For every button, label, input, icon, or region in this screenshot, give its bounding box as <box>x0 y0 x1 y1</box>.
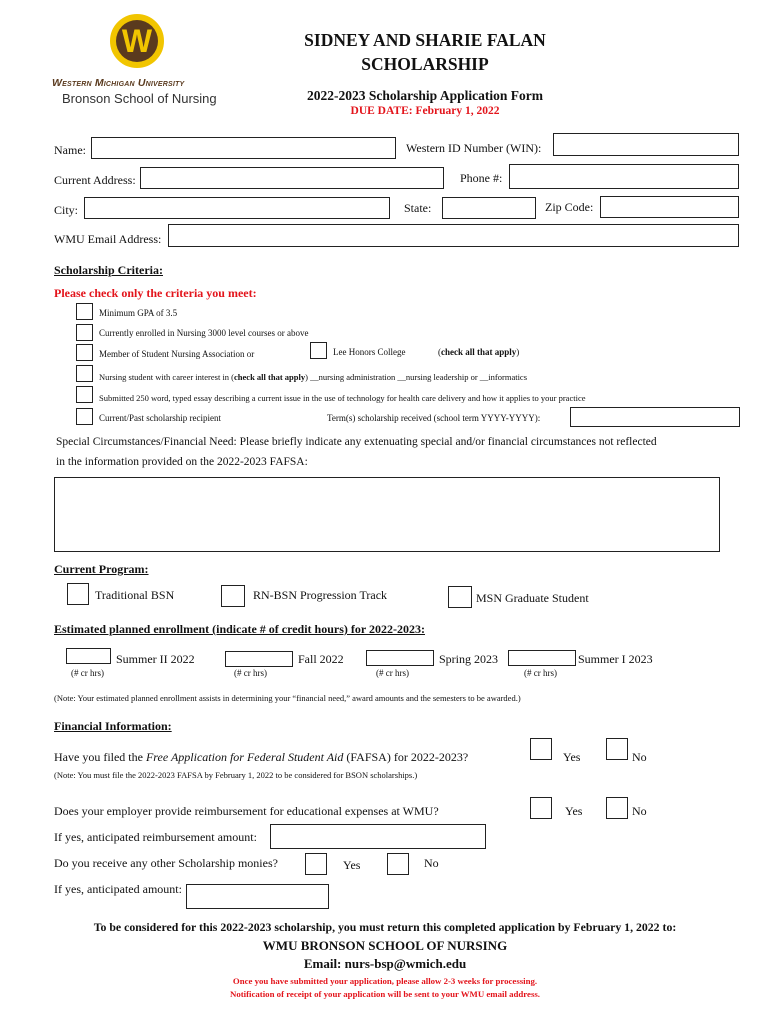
due-date: DUE DATE: February 1, 2022 <box>350 105 500 117</box>
rn-bsn-label: RN-BSN Progression Track <box>253 588 388 602</box>
summer2-unit: (# cr hrs) <box>71 668 104 678</box>
amount-label: If yes, anticipated amount: <box>54 882 182 896</box>
spring-input[interactable] <box>366 650 434 666</box>
msn-label: MSN Graduate Student <box>476 591 589 605</box>
state-input[interactable] <box>442 197 536 219</box>
logo-university: Western Michigan University <box>52 77 185 89</box>
name-input[interactable] <box>91 137 396 159</box>
employer-no-checkbox[interactable] <box>606 797 628 819</box>
amount-input[interactable] <box>186 884 329 909</box>
address-input[interactable] <box>140 167 444 189</box>
footer-note1: Once you have submitted your application, please allow 2-3 weeks for processing. <box>232 976 538 986</box>
career-checkbox[interactable] <box>76 365 93 382</box>
traditional-bsn-label: Traditional BSN <box>95 588 175 602</box>
summer1-label: Summer I 2023 <box>578 652 653 666</box>
footer-email: Email: nurs-bsp@wmich.edu <box>303 956 467 971</box>
email-label: WMU Email Address: <box>54 232 162 246</box>
traditional-bsn-checkbox[interactable] <box>67 583 89 605</box>
special-line1: Special Circumstances/Financial Need: Please briefly indicate any extenuating special and/or financial circumstances not reflected <box>56 436 657 448</box>
summer1-unit: (# cr hrs) <box>524 668 557 678</box>
terms-label: Term(s) scholarship received (school term YYYY-YYYY): <box>327 413 541 423</box>
employer-no-label: No <box>632 804 647 818</box>
fall-input[interactable] <box>225 651 293 667</box>
other-no-label: No <box>424 856 439 870</box>
win-label: Western ID Number (WIN): <box>406 141 542 155</box>
employer-yes-checkbox[interactable] <box>530 797 552 819</box>
other-yes-checkbox[interactable] <box>305 853 327 875</box>
reimbursement-label: If yes, anticipated reimbursement amount: <box>54 830 257 844</box>
form-title-line1: SIDNEY AND SHARIE FALAN <box>304 30 546 50</box>
enrolled-checkbox[interactable] <box>76 324 93 341</box>
rn-bsn-checkbox[interactable] <box>221 585 245 607</box>
reimbursement-input[interactable] <box>270 824 486 849</box>
essay-label: Submitted 250 word, typed essay describing a current issue in the use of technology for health care delivery and how it applies to your practice <box>99 393 586 403</box>
form-subtitle: 2022-2023 Scholarship Application Form <box>307 88 543 103</box>
criteria-instruction: Please check only the criteria you meet: <box>54 286 257 300</box>
career-label: Nursing student with career interest in (check all that apply) __nursing administration __nursing leadership or __informatics <box>99 372 528 382</box>
employer-question: Does your employer provide reimbursement for educational expenses at WMU? <box>54 804 439 818</box>
spring-unit: (# cr hrs) <box>376 668 409 678</box>
past-recipient-checkbox[interactable] <box>76 408 93 425</box>
gpa-checkbox[interactable] <box>76 303 93 320</box>
criteria-heading: Scholarship Criteria: <box>54 263 163 277</box>
sna-label: Member of Student Nursing Association or <box>99 349 255 359</box>
fafsa-no-label: No <box>632 750 647 764</box>
footer-school: WMU BRONSON SCHOOL OF NURSING <box>262 938 508 953</box>
check-all-note: (check all that apply) <box>438 347 520 357</box>
summer2-input[interactable] <box>66 648 111 664</box>
logo-seal <box>110 14 164 68</box>
terms-input[interactable] <box>570 407 740 427</box>
fafsa-note: (Note: You must file the 2022-2023 FAFSA by February 1, 2022 to be considered for BSON scholarships.) <box>54 770 418 780</box>
other-yes-label: Yes <box>343 858 361 872</box>
special-line2: in the information provided on the 2022-2023 FAFSA: <box>56 456 308 468</box>
state-label: State: <box>404 201 432 215</box>
address-label: Current Address: <box>54 173 136 187</box>
zip-label: Zip Code: <box>545 200 594 214</box>
enrolled-label: Currently enrolled in Nursing 3000 level courses or above <box>99 328 309 338</box>
past-recipient-label: Current/Past scholarship recipient <box>99 413 221 423</box>
fafsa-no-checkbox[interactable] <box>606 738 628 760</box>
enrollment-note: (Note: Your estimated planned enrollment assists in determining your “financial need,” award amounts and the semesters to be awarded.) <box>54 693 521 703</box>
other-no-checkbox[interactable] <box>387 853 409 875</box>
gpa-label: Minimum GPA of 3.5 <box>99 308 178 318</box>
financial-heading: Financial Information: <box>54 719 172 733</box>
footer-note2: Notification of receipt of your application will be sent to your WMU email address. <box>230 989 540 999</box>
msn-checkbox[interactable] <box>448 586 472 608</box>
program-heading: Current Program: <box>54 562 149 576</box>
email-input[interactable] <box>168 224 739 247</box>
sna-checkbox[interactable] <box>76 344 93 361</box>
fall-unit: (# cr hrs) <box>234 668 267 678</box>
special-textarea[interactable] <box>54 477 720 552</box>
honors-label: Lee Honors College <box>333 347 406 357</box>
zip-input[interactable] <box>600 196 739 218</box>
enrollment-heading: Estimated planned enrollment (indicate # of credit hours) for 2022-2023: <box>54 622 425 636</box>
name-label: Name: <box>54 143 86 157</box>
city-label: City: <box>54 203 79 217</box>
logo <box>52 14 227 114</box>
win-input[interactable] <box>553 133 739 156</box>
summer2-label: Summer II 2022 <box>116 652 195 666</box>
logo-letter: W <box>121 23 153 59</box>
logo-school: Bronson School of Nursing <box>62 91 217 106</box>
spring-label: Spring 2023 <box>439 652 499 666</box>
phone-input[interactable] <box>509 164 739 189</box>
fall-label: Fall 2022 <box>298 652 344 666</box>
summer1-input[interactable] <box>508 650 576 666</box>
honors-checkbox[interactable] <box>310 342 327 359</box>
fafsa-yes-label: Yes <box>563 750 581 764</box>
city-input[interactable] <box>84 197 390 219</box>
footer-instructions: To be considered for this 2022-2023 scholarship, you must return this completed application by February 1, 2022 to: <box>93 920 677 934</box>
phone-label: Phone #: <box>460 171 503 185</box>
fafsa-yes-checkbox[interactable] <box>530 738 552 760</box>
form-title-line2: SCHOLARSHIP <box>361 54 489 74</box>
fafsa-question: Have you filed the Free Application for Federal Student Aid (FAFSA) for 2022-2023? <box>54 750 469 764</box>
essay-checkbox[interactable] <box>76 386 93 403</box>
employer-yes-label: Yes <box>565 804 583 818</box>
other-question: Do you receive any other Scholarship monies? <box>54 856 278 870</box>
